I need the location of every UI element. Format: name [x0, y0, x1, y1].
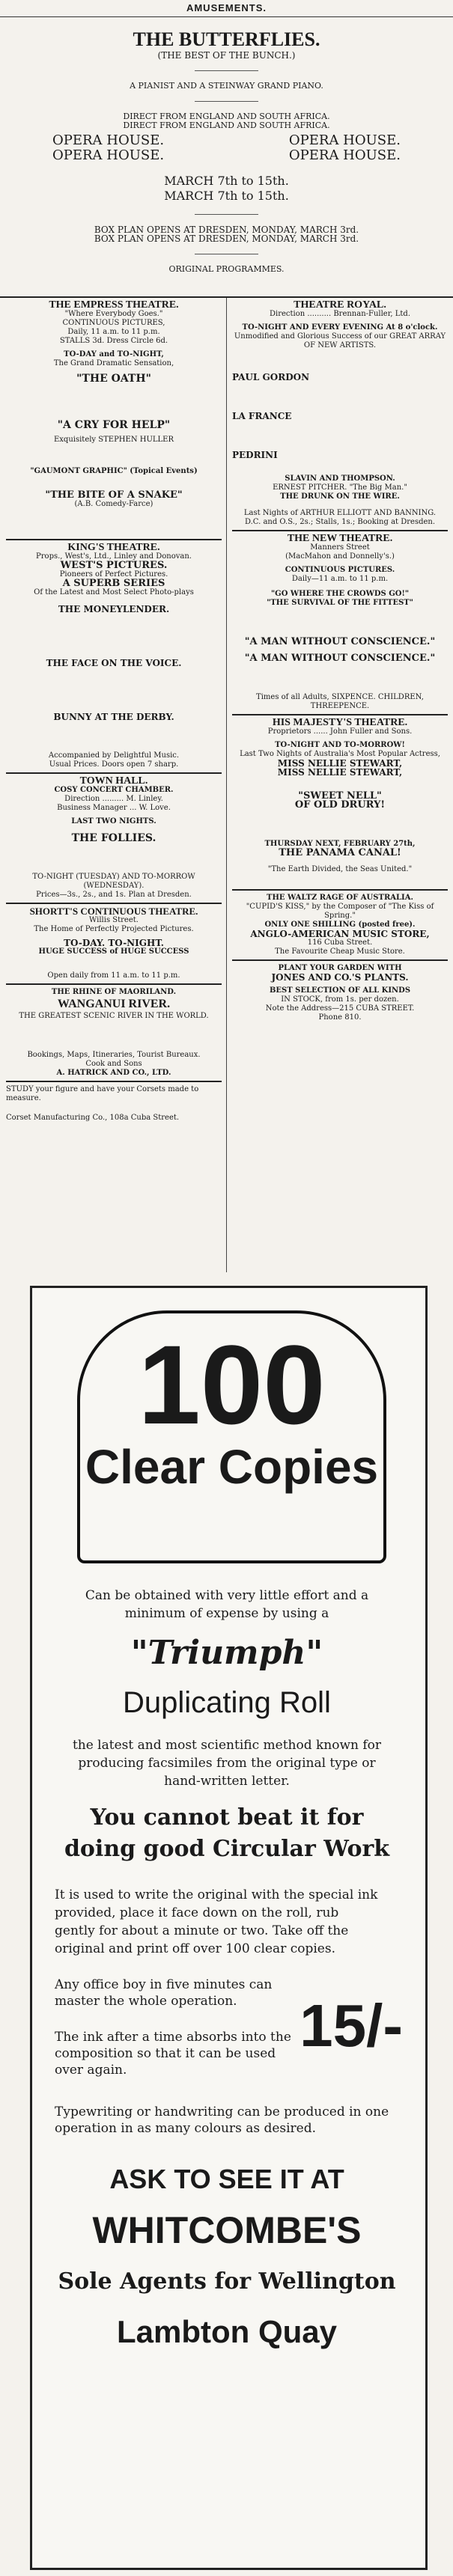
hundred-number: 100 — [138, 1322, 326, 1447]
triumph-brand: "Triumph" — [130, 1634, 323, 1672]
royal-line: LA FRANCE — [232, 411, 292, 421]
townhall-line: TO-NIGHT (TUESDAY) AND TO-MORROW (WEDNESDAY). — [32, 873, 195, 890]
royal-line: PAUL GORDON — [232, 372, 310, 382]
rhine-line: WANGANUI RIVER. — [57, 998, 171, 1010]
rhine-line: Cook and Sons — [85, 1060, 142, 1068]
empress-line: TO-DAY and TO-NIGHT, — [64, 350, 164, 358]
triumph-text: minimum of expense by using a — [124, 1606, 329, 1621]
triumph-text: Can be obtained with very little effort and a — [85, 1588, 369, 1603]
triumph-text: gently for about a minute or two. Take off the — [55, 1923, 349, 1938]
triumph-address: Lambton Quay — [116, 2314, 338, 2349]
royal-line: Direction .......... Brennan-Fuller, Ltd. — [269, 310, 411, 318]
kings-line: Props., West's, Ltd., Linley and Donovan. — [36, 552, 192, 561]
royal-line: TO-NIGHT AND EVERY EVENING At 8 o'clock. — [242, 323, 438, 332]
shortts-line: Willis Street. — [89, 916, 139, 924]
empress-title: THE EMPRESS THEATRE. — [49, 299, 179, 311]
majesty-title: HIS MAJESTY'S THEATRE. — [272, 717, 408, 728]
royal-title: THEATRE ROYAL. — [294, 299, 386, 311]
jones-title: PLANT YOUR GARDEN WITH — [278, 964, 402, 972]
majesty-line: "SWEET NELL" — [298, 790, 382, 802]
empress-line: Daily, 11 a.m. to 11 p.m. — [67, 328, 160, 336]
triumph-text: original and print off over 100 clear copies. — [55, 1941, 335, 1956]
venue-right: OPERA HOUSE. — [288, 147, 401, 163]
triumph-product: Duplicating Roll — [123, 1686, 331, 1719]
shortts-line: Open daily from 11 a.m. to 11 p.m. — [47, 971, 180, 980]
right-column — [232, 301, 448, 1022]
empress-line: "THE BITE OF A SNAKE" — [45, 489, 183, 501]
majesty-line: THE PANAMA CANAL! — [279, 847, 401, 858]
kings-line: Of the Latest and Most Select Photo-plays — [34, 588, 194, 596]
empress-line: "Where Everybody Goes." — [64, 310, 163, 318]
shortts-line: The Home of Perfectly Projected Pictures. — [34, 925, 194, 933]
left-column — [6, 301, 222, 1123]
royal-line: THE DRUNK ON THE WIRE. — [280, 492, 400, 501]
newtheatre-line: Daily—11 a.m. to 11 p.m. — [291, 575, 389, 583]
kings-line: A SUPERB SERIES — [62, 578, 165, 589]
triumph-whitcombes: WHITCOMBE'S — [92, 2209, 362, 2251]
triumph-slogan: You cannot beat it for — [90, 1804, 364, 1831]
majesty-line: MISS NELLIE STEWART, — [277, 758, 403, 769]
townhall-line: THE FOLLIES. — [71, 832, 156, 844]
triumph-text: It is used to write the original with the special ink — [55, 1887, 378, 1902]
waltz-line: 116 Cuba Street. — [307, 938, 373, 947]
corsets-line: Corset Manufacturing Co., 108a Cuba Street. — [6, 1114, 180, 1122]
butterflies-direct: DIRECT FROM ENGLAND AND SOUTH AFRICA. — [123, 120, 330, 130]
empress-line: CONTINUOUS PICTURES, — [62, 319, 165, 327]
kings-line: BUNNY AT THE DERBY. — [53, 712, 174, 722]
newtheatre-line: "THE SURVIVAL OF THE FITTEST" — [267, 599, 413, 607]
triumph-advert — [30, 1286, 428, 2570]
triumph-text: The ink after a time absorbs into the composition so that it can be used over again. — [55, 2030, 291, 2078]
hundred-copies-box — [77, 1310, 386, 1563]
majesty-line: OF OLD DRURY! — [294, 799, 386, 811]
shortts-line: TO-DAY. TO-NIGHT. — [64, 938, 164, 948]
newtheatre-line: (MacMahon and Donnelly's.) — [285, 552, 395, 561]
royal-line: Unmodified and Glorious Success of our GREAT ARRAY OF NEW ARTISTS. — [234, 332, 446, 350]
waltz-line: ONLY ONE SHILLING (posted free). — [264, 921, 416, 929]
empress-line: The Grand Dramatic Sensation, — [53, 359, 174, 367]
townhall-line: Business Manager ... W. Love. — [57, 804, 171, 812]
section-header: AMUSEMENTS. — [0, 0, 453, 17]
jones-line: Phone 810. — [318, 1013, 362, 1022]
townhall-line: COSY CONCERT CHAMBER. — [54, 786, 174, 794]
triumph-price: 15/- — [300, 1992, 403, 2059]
triumph-text: Typewriting or handwriting can be produced in one operation in as many colours as desired. — [55, 2105, 389, 2136]
royal-line: PEDRINI — [232, 450, 278, 460]
majesty-line: "The Earth Divided, the Seas United." — [267, 865, 413, 873]
empress-line: "A CRY FOR HELP" — [57, 419, 171, 431]
jones-line: Note the Address—215 CUBA STREET. — [265, 1004, 415, 1013]
townhall-line: Prices—3s., 2s., and 1s. Plan at Dresden. — [36, 891, 192, 899]
butterflies-box-plan: BOX PLAN OPENS AT DRESDEN, MONDAY, MARCH 3rd. — [94, 234, 359, 244]
shortts-line: HUGE SUCCESS of HUGE SUCCESS — [38, 947, 189, 956]
butterflies-programmes: ORIGINAL PROGRAMMES. — [168, 264, 285, 274]
waltz-line: ANGLO-AMERICAN MUSIC STORE, — [250, 929, 430, 939]
venue-row — [52, 133, 401, 148]
venue-right: OPERA HOUSE. — [288, 132, 401, 148]
empress-line: STALLS 3d. Dress Circle 6d. — [59, 337, 168, 345]
triumph-slogan: doing good Circular Work — [64, 1836, 390, 1862]
newtheatre-line: CONTINUOUS PICTURES. — [285, 566, 395, 574]
kings-line: THE MONEYLENDER. — [58, 604, 170, 614]
empress-line: "THE OATH" — [76, 373, 151, 385]
rhine-line: THE GREATEST SCENIC RIVER IN THE WORLD. — [19, 1012, 209, 1020]
clear-copies-label: Clear Copies — [85, 1440, 379, 1494]
waltz-line: "CUPID'S KISS," by the Composer of "The Kiss of Spring." — [246, 903, 434, 920]
shortts-title: SHORTT'S CONTINUOUS THEATRE. — [29, 906, 198, 917]
majesty-line: Proprietors ...... John Fuller and Sons. — [267, 727, 413, 736]
royal-line: Last Nights of ARTHUR ELLIOTT AND BANNING. — [243, 509, 437, 517]
triumph-text: producing facsimiles from the original type or — [78, 1756, 376, 1771]
triumph-text: Any office boy in five minutes can master the whole operation. — [55, 1977, 273, 2009]
triumph-text: hand-written letter. — [164, 1774, 290, 1789]
townhall-line: LAST TWO NIGHTS. — [71, 817, 156, 825]
triumph-agents: Sole Agents for Wellington — [58, 2268, 396, 2295]
venue-row — [52, 148, 401, 163]
newtheatre-line: "GO WHERE THE CROWDS GO!" — [270, 590, 410, 598]
majesty-line: THURSDAY NEXT, FEBRUARY 27th, — [264, 840, 416, 848]
kings-line: WEST'S PICTURES. — [60, 560, 168, 571]
kings-line: Usual Prices. Doors open 7 sharp. — [49, 760, 179, 769]
rhine-title: THE RHINE OF MAORILAND. — [51, 988, 177, 996]
newtheatre-line: "A MAN WITHOUT CONSCIENCE." — [244, 636, 436, 647]
newtheatre-line: "A MAN WITHOUT CONSCIENCE." — [244, 653, 436, 664]
venue-left: OPERA HOUSE. — [52, 147, 165, 163]
butterflies-subtitle: (THE BEST OF THE BUNCH.) — [157, 50, 296, 61]
jones-line: IN STOCK, from 1s. per dozen. — [281, 995, 399, 1004]
triumph-text: the latest and most scientific method known for — [72, 1738, 382, 1753]
newtheatre-line: Times of all Adults, SIXPENCE. CHILDREN, THREEPENCE. — [256, 693, 424, 710]
majesty-line: TO-NIGHT AND TO-MORROW! — [275, 741, 405, 749]
empress-line: Exquisitely STEPHEN HULLER — [53, 436, 174, 444]
majesty-line: MISS NELLIE STEWART, — [277, 767, 403, 778]
butterflies-piano: A PIANIST AND A STEINWAY GRAND PIANO. — [130, 81, 323, 91]
rhine-line: Bookings, Maps, Itineraries, Tourist Bureaux. — [27, 1051, 201, 1059]
empress-line: (A.B. Comedy-Farce) — [74, 500, 153, 508]
newtheatre-line: Manners Street — [310, 543, 370, 552]
jones-line: BEST SELECTION OF ALL KINDS — [269, 986, 411, 995]
royal-line: D.C. and O.S., 2s.; Stalls, 1s.; Booking at Dresden. — [244, 518, 436, 526]
butterflies-dates: MARCH 7th to 15th. — [164, 174, 289, 188]
corsets-line: STUDY your figure and have your Corsets made to measure. — [6, 1085, 199, 1102]
royal-line: SLAVIN AND THOMPSON. — [285, 474, 395, 483]
kings-line: Accompanied by Delightful Music. — [48, 751, 180, 760]
kings-line: Pioneers of Perfect Pictures. — [59, 570, 168, 579]
royal-line: ERNEST PITCHER. "The Big Man." — [273, 483, 407, 492]
townhall-line: Direction ......... M. Linley. — [64, 795, 163, 803]
butterflies-direct: DIRECT FROM ENGLAND AND SOUTH AFRICA. — [123, 112, 330, 121]
jones-line: JONES AND CO.'S PLANTS. — [271, 972, 409, 983]
triumph-text: provided, place it face down on the roll, rub — [55, 1905, 339, 1920]
butterflies-box-plan: BOX PLAN OPENS AT DRESDEN, MONDAY, MARCH 3rd. — [94, 225, 359, 235]
butterflies-ad — [15, 28, 438, 274]
waltz-title: THE WALTZ RAGE OF AUSTRALIA. — [267, 894, 413, 902]
empress-line: "GAUMONT GRAPHIC" (Topical Events) — [30, 467, 198, 475]
majesty-line: Last Two Nights of Australia's Most Popular Actress, — [240, 750, 440, 758]
rhine-line: A. HATRICK AND CO., LTD. — [56, 1069, 171, 1077]
townhall-title: TOWN HALL. — [79, 775, 148, 787]
waltz-line: The Favourite Cheap Music Store. — [275, 947, 405, 956]
newtheatre-title: THE NEW THEATRE. — [287, 533, 393, 544]
kings-title: KING'S THEATRE. — [67, 542, 160, 553]
triumph-ask: ASK TO SEE IT AT — [109, 2164, 344, 2194]
venue-left: OPERA HOUSE. — [52, 132, 165, 148]
butterflies-title: THE BUTTERFLIES. — [133, 28, 320, 50]
kings-line: THE FACE ON THE VOICE. — [46, 658, 182, 668]
butterflies-dates: MARCH 7th to 15th. — [164, 189, 289, 203]
